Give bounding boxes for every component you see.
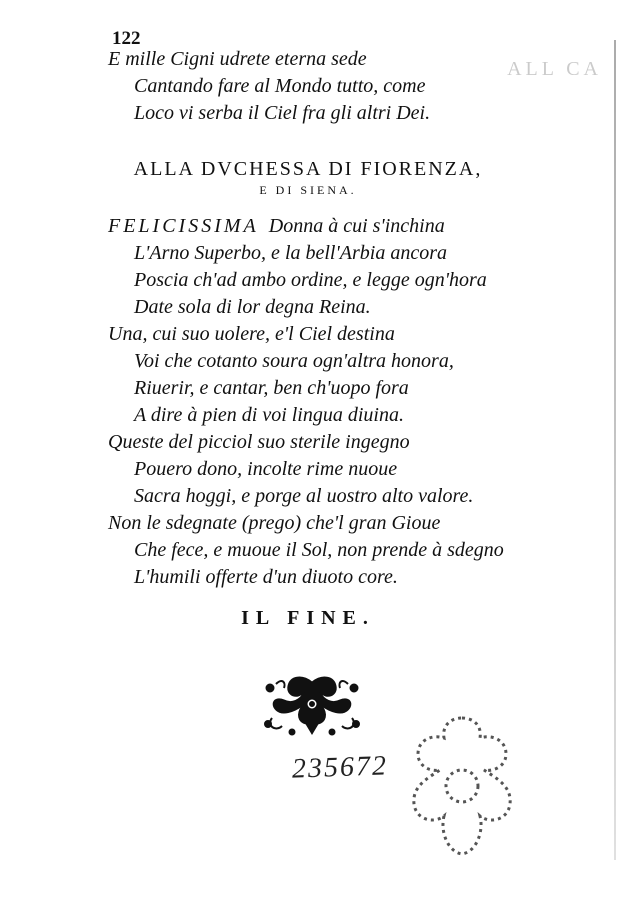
- bleed-through-text: ALL CA: [507, 58, 602, 80]
- catalog-number: 235672: [291, 750, 389, 785]
- sonnet-line: Pouero dono, incolte rime nuoue: [134, 458, 398, 480]
- page-edge: [614, 40, 616, 860]
- sonnet-line: Non le sdegnate (prego) che'l gran Gioue: [108, 512, 441, 534]
- sonnet-line: L'Arno Superbo, e la bell'Arbia ancora: [134, 242, 447, 264]
- sonnet-line: Che fece, e muoue il Sol, non prende à sdegno: [134, 539, 504, 561]
- sonnet-line: Una, cui suo uolere, e'l Ciel destina: [108, 323, 395, 345]
- sonnet-first-line-rest: Donna à cui s'inchina: [268, 215, 445, 237]
- printer-ornament-icon: [262, 674, 362, 740]
- sonnet-line: Sacra hoggi, e porge al uostro alto valore.: [134, 485, 474, 507]
- dedication-subtitle: E DI SIENA.: [259, 183, 357, 197]
- poem-ending: [108, 46, 430, 127]
- sonnet-line: Date sola di lor degna Reina.: [134, 296, 371, 318]
- sonnet-line: Riuerir, e cantar, ben ch'uopo fora: [134, 377, 409, 399]
- sonnet-line: Poscia ch'ad ambo ordine, e legge ogn'hora: [134, 269, 487, 291]
- sonnet-line: Queste del picciol suo sterile ingegno: [108, 431, 410, 453]
- sonnet-opening-word: FELICISSIMA: [108, 215, 259, 237]
- dedication-heading: [108, 158, 508, 198]
- poem-line: Loco vi serba il Ciel fra gli altri Dei.: [134, 102, 431, 124]
- sonnet: [108, 213, 504, 591]
- dedication-title: ALLA DVCHESSA DI FIORENZA,: [133, 158, 483, 180]
- sonnet-line: Voi che cotanto soura ogn'altra honora,: [134, 350, 454, 372]
- library-stamp-icon: [402, 712, 522, 862]
- poem-line: E mille Cigni udrete eterna sede: [108, 48, 367, 70]
- page-number: 122: [112, 28, 141, 49]
- poem-line: Cantando fare al Mondo tutto, come: [134, 75, 426, 97]
- colophon: IL FINE.: [241, 607, 375, 629]
- sonnet-line: A dire à pien di voi lingua diuina.: [134, 404, 404, 426]
- sonnet-line: L'humili offerte d'un diuoto core.: [134, 566, 398, 588]
- sonnet-first-line: [108, 213, 504, 240]
